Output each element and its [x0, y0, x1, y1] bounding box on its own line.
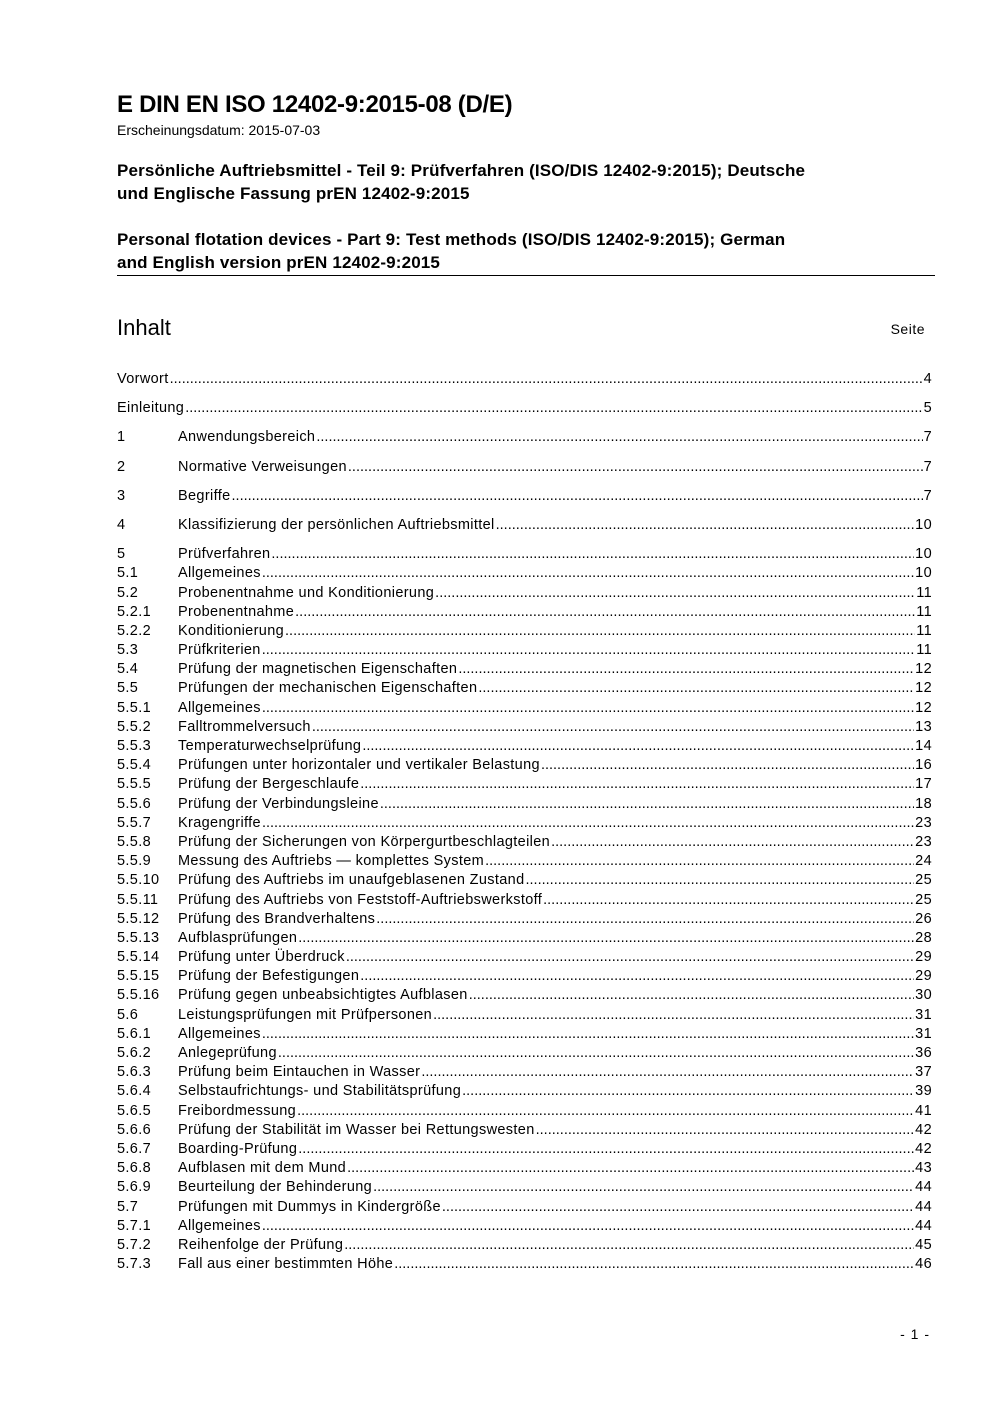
toc-entry-number: 5.2.1	[117, 603, 151, 620]
toc-entry-number: 5.1	[117, 565, 139, 582]
header-divider	[117, 275, 935, 276]
toc-entry-page: 13	[915, 718, 932, 735]
toc-entry-label: Probenentnahme	[178, 603, 295, 620]
toc-entry-label: Klassifizierung der persönlichen Auftriebsmittel	[178, 516, 495, 533]
toc-entry-label: Prüfung unter Überdruck	[178, 949, 345, 966]
toc-entry-number: 5.7.2	[117, 1236, 151, 1253]
title-english	[117, 228, 937, 274]
toc-entry-number: 5.7.1	[117, 1217, 151, 1234]
toc-entry[interactable]	[117, 679, 932, 698]
toc-entry-label: Prüfung der Befestigungen	[178, 968, 360, 985]
toc-entry-page: 18	[915, 795, 932, 812]
toc-entry-page: 42	[915, 1140, 932, 1157]
toc-dot-leader	[347, 1159, 914, 1178]
toc-dot-leader	[262, 1217, 914, 1236]
title-german	[117, 159, 937, 205]
toc-entry-page: 14	[915, 738, 932, 754]
toc-entry-label: Leistungsprüfungen mit Prüfpersonen	[178, 1006, 433, 1023]
toc-dot-leader	[543, 891, 914, 910]
toc-entry[interactable]	[117, 967, 932, 986]
toc-dot-leader	[360, 775, 914, 794]
toc-dot-leader	[262, 641, 916, 660]
toc-entry-page: 10	[915, 546, 932, 563]
toc-entry[interactable]	[117, 458, 932, 477]
toc-dot-leader	[348, 458, 923, 477]
toc-entry-page: 39	[915, 1083, 932, 1100]
toc-entry[interactable]	[117, 1198, 932, 1217]
toc-dot-leader	[433, 1006, 914, 1025]
toc-entry-page: 26	[915, 910, 932, 927]
title-english-line-2: and English version prEN 12402-9:2015	[117, 253, 441, 272]
toc-entry-label: Kragengriffe	[178, 814, 261, 831]
toc-entry-page: 29	[915, 968, 932, 985]
toc-dot-leader	[526, 871, 915, 890]
toc-entry-page: 29	[915, 949, 932, 966]
toc-dot-leader	[297, 1102, 914, 1121]
toc-entry[interactable]	[117, 399, 932, 418]
toc-dot-leader	[458, 660, 914, 679]
toc-entry[interactable]	[117, 718, 932, 737]
toc-entry-number: 5.6.6	[117, 1121, 151, 1138]
toc-entry-page: 43	[915, 1160, 932, 1177]
toc-entry[interactable]	[117, 871, 932, 890]
toc-dot-leader	[541, 756, 914, 775]
toc-entry[interactable]	[117, 545, 932, 564]
toc-dot-leader	[312, 718, 914, 737]
title-german-line-1: Persönliche Auftriebsmittel - Teil 9: Prüfverfahren (ISO/DIS 12402-9:2015); Deutsche	[117, 161, 806, 180]
toc-entry-number: 3	[117, 487, 126, 504]
toc-entry-number: 5.6.9	[117, 1179, 151, 1196]
toc-entry-label: Falltrommelversuch	[178, 718, 311, 735]
toc-entry-label: Vorwort	[117, 371, 169, 387]
toc-entry-number: 5.6.3	[117, 1064, 151, 1081]
toc-entry-page: 11	[916, 584, 932, 601]
toc-entry-number: 5.6.5	[117, 1102, 151, 1119]
toc-entry-label: Normative Verweisungen	[178, 458, 347, 475]
toc-entry-label: Selbstaufrichtungs- und Stabilitätsprüfung	[178, 1083, 462, 1100]
toc-entry-number: 5.5.4	[117, 757, 151, 774]
toc-entry-number: 5.5	[117, 680, 139, 697]
toc-dot-leader	[262, 814, 914, 833]
toc-entry-label: Allgemeines	[178, 565, 261, 582]
toc-entry-number: 5.5.3	[117, 738, 151, 754]
toc-entry-page: 41	[915, 1102, 932, 1119]
toc-entry-number: 5.5.14	[117, 949, 160, 966]
toc-dot-leader	[478, 679, 914, 698]
toc-entry[interactable]	[117, 1102, 932, 1121]
toc-entry-number: 5.5.15	[117, 968, 160, 985]
toc-entry-label: Prüfung der Verbindungsleine	[178, 795, 379, 812]
toc-entry-page: 10	[915, 516, 932, 533]
toc-entry-number: 1	[117, 429, 126, 446]
toc-entry-page: 23	[915, 833, 932, 850]
toc-entry[interactable]	[117, 1063, 932, 1082]
toc-entry-page: 11	[916, 622, 932, 639]
toc-entry-page: 25	[915, 891, 932, 908]
toc-entry[interactable]	[117, 1178, 932, 1197]
title-english-line-1: Personal flotation devices - Part 9: Test methods (ISO/DIS 12402-9:2015); German	[117, 230, 786, 249]
toc-entry[interactable]	[117, 948, 932, 967]
toc-entry-page: 25	[915, 872, 932, 889]
toc-dot-leader	[362, 737, 914, 756]
toc-entry-page: 12	[915, 699, 932, 716]
toc-entry-label: Boarding-Prüfung	[178, 1140, 298, 1157]
toc-entry-label: Aufblasprüfungen	[178, 929, 298, 946]
toc-entry[interactable]	[117, 1140, 932, 1159]
toc-entry-label: Prüfkriterien	[178, 642, 261, 659]
toc-dot-leader	[536, 1121, 915, 1140]
toc-entry-label: Freibordmessung	[178, 1102, 297, 1119]
toc-entry[interactable]	[117, 1236, 932, 1255]
toc-dot-leader	[469, 986, 914, 1005]
toc-entry-page: 24	[915, 853, 932, 870]
toc-entry-label: Konditionierung	[178, 622, 285, 639]
toc-dot-leader	[344, 1236, 914, 1255]
toc-entry-number: 5.6	[117, 1006, 139, 1023]
toc-heading: Inhalt	[117, 315, 171, 340]
toc-entry-label: Aufblasen mit dem Mund	[178, 1160, 347, 1177]
toc-dot-leader	[421, 1063, 914, 1082]
toc-entry-page: 44	[915, 1217, 932, 1234]
toc-entry-page: 44	[915, 1198, 932, 1215]
toc-entry-label: Anlegeprüfung	[178, 1045, 277, 1061]
document-id: E DIN EN ISO 12402-9:2015-08 (D/E)	[117, 91, 513, 118]
toc-entry-page: 12	[915, 661, 932, 678]
toc-entry-label: Einleitung	[117, 400, 185, 417]
toc-entry-number: 5.2	[117, 584, 139, 601]
toc-entry-page: 31	[915, 1025, 932, 1042]
toc-entry-label: Anwendungsbereich	[178, 429, 316, 446]
toc-entry-label: Prüfung des Auftriebs von Feststoff-Auftriebswerkstoff	[178, 891, 543, 908]
toc-entry-label: Prüfungen unter horizontaler und vertikaler Belastung	[178, 757, 540, 774]
toc-dot-leader	[380, 795, 914, 814]
toc-entry-number: 5.5.8	[117, 833, 151, 850]
toc-entry[interactable]	[117, 891, 932, 910]
toc-entry[interactable]	[117, 852, 932, 871]
toc-entry[interactable]	[117, 986, 932, 1005]
toc-entry-number: 5.6.4	[117, 1083, 151, 1100]
title-german-line-2: und Englische Fassung prEN 12402-9:2015	[117, 184, 470, 203]
toc-entry-number: 4	[117, 516, 126, 533]
toc-entry[interactable]	[117, 737, 932, 756]
toc-dot-leader	[316, 428, 922, 447]
toc-entry[interactable]	[117, 487, 932, 506]
toc-entry-label: Reihenfolge der Prüfung	[178, 1236, 344, 1253]
toc-entry[interactable]	[117, 1121, 932, 1140]
toc-entry[interactable]	[117, 641, 932, 660]
toc-entry-label: Probenentnahme und Konditionierung	[178, 584, 435, 601]
toc-dot-leader	[170, 370, 923, 389]
toc-entry-number: 5.5.13	[117, 929, 160, 946]
toc-entry-number: 5.5.9	[117, 853, 151, 870]
toc-entry-page: 46	[915, 1256, 932, 1273]
toc-entry-label: Beurteilung der Behinderung	[178, 1179, 373, 1196]
toc-entry-page: 11	[916, 642, 932, 659]
toc-dot-leader	[262, 1025, 914, 1044]
toc-entry-number: 5.6.8	[117, 1160, 151, 1177]
toc-dot-leader	[262, 699, 914, 718]
toc-entry-number: 5.5.12	[117, 910, 160, 927]
toc-entry-label: Messung des Auftriebs — komplettes System	[178, 853, 485, 870]
toc-entry[interactable]	[117, 775, 932, 794]
toc-dot-leader	[462, 1082, 914, 1101]
toc-entry-label: Prüfung beim Eintauchen in Wasser	[178, 1064, 421, 1081]
toc-entry-page: 7	[923, 487, 932, 504]
toc-entry-label: Prüfungen der mechanischen Eigenschaften	[178, 680, 478, 697]
toc-entry-page: 5	[923, 400, 932, 417]
toc-entry[interactable]	[117, 756, 932, 775]
toc-entry-number: 5.6.7	[117, 1140, 151, 1157]
toc-entry[interactable]	[117, 660, 932, 679]
toc-dot-leader	[360, 967, 914, 986]
toc-entry-label: Prüfung der magnetischen Eigenschaften	[178, 661, 458, 678]
toc-entry-number: 5.4	[117, 661, 139, 678]
page-number: - 1 -	[900, 1326, 930, 1342]
toc-entry[interactable]	[117, 699, 932, 718]
toc-dot-leader	[271, 545, 914, 564]
toc-entry-page: 17	[915, 776, 932, 793]
toc-entry[interactable]	[117, 814, 932, 833]
toc-dot-leader	[262, 564, 914, 583]
toc-entry[interactable]	[117, 1025, 932, 1044]
toc-entry-label: Prüfung des Auftriebs im unaufgeblasenen Zustand	[178, 872, 525, 889]
toc-entry[interactable]	[117, 564, 932, 583]
toc-dot-leader	[298, 929, 914, 948]
toc-entry-number: 5.5.5	[117, 776, 151, 793]
toc-entry-label: Prüfung der Stabilität im Wasser bei Rettungswesten	[178, 1121, 535, 1138]
toc-entry-number: 5.3	[117, 642, 139, 659]
toc-entry-number: 5.5.16	[117, 987, 160, 1004]
toc-dot-leader	[551, 833, 914, 852]
toc-dot-leader	[298, 1140, 914, 1159]
toc-entry[interactable]	[117, 910, 932, 929]
toc-entry-label: Allgemeines	[178, 1217, 261, 1234]
toc-dot-leader	[232, 487, 923, 506]
toc-entry[interactable]	[117, 516, 932, 535]
toc-entry-page: 37	[915, 1064, 932, 1081]
toc-entry[interactable]	[117, 1006, 932, 1025]
toc-entry-page: 44	[915, 1179, 932, 1196]
toc-entry-number: 5.5.1	[117, 699, 151, 716]
toc-entry-label: Prüfung der Bergeschlaufe	[178, 776, 360, 793]
toc-entry-page: 11	[916, 603, 932, 620]
toc-entry-number: 5.5.11	[117, 891, 159, 908]
toc-entry-page: 10	[915, 565, 932, 582]
toc-entry[interactable]	[117, 370, 932, 389]
toc-dot-leader	[278, 1044, 914, 1063]
toc-entry[interactable]	[117, 1255, 932, 1274]
table-of-contents	[117, 370, 932, 1274]
toc-entry-label: Begriffe	[178, 487, 231, 504]
toc-entry-number: 5	[117, 546, 126, 563]
toc-entry-page: 23	[915, 814, 932, 831]
toc-entry[interactable]	[117, 584, 932, 603]
toc-entry-page: 45	[915, 1236, 932, 1253]
toc-entry[interactable]	[117, 929, 932, 948]
toc-entry-label: Prüfungen mit Dummys in Kindergröße	[178, 1198, 441, 1215]
toc-entry-page: 31	[915, 1006, 932, 1023]
toc-entry-number: 5.5.7	[117, 814, 151, 831]
toc-entry[interactable]	[117, 1159, 932, 1178]
toc-entry-label: Allgemeines	[178, 1025, 261, 1042]
toc-dot-leader	[376, 910, 914, 929]
toc-entry-page: 4	[923, 371, 932, 387]
toc-entry-number: 2	[117, 458, 126, 475]
toc-entry[interactable]	[117, 795, 932, 814]
toc-entry-page: 30	[915, 987, 932, 1004]
toc-entry[interactable]	[117, 622, 932, 641]
toc-entry-label: Prüfverfahren	[178, 546, 271, 563]
toc-entry-number: 5.5.10	[117, 872, 160, 889]
toc-entry[interactable]	[117, 833, 932, 852]
toc-entry-label: Prüfung gegen unbeabsichtigtes Aufblasen	[178, 987, 468, 1004]
toc-entry-page: 7	[923, 429, 932, 446]
toc-entry-number: 5.6.2	[117, 1045, 151, 1061]
toc-dot-leader	[185, 399, 922, 418]
toc-dot-leader	[394, 1255, 914, 1274]
toc-entry-page: 42	[915, 1121, 932, 1138]
toc-entry-label: Allgemeines	[178, 699, 261, 716]
toc-entry-page: 7	[923, 458, 932, 475]
toc-entry-number: 5.7	[117, 1198, 139, 1215]
toc-dot-leader	[295, 603, 915, 622]
toc-page-label: Seite	[890, 321, 925, 337]
toc-entry[interactable]	[117, 1082, 932, 1101]
toc-entry-page: 12	[915, 680, 932, 697]
publication-date: Erscheinungsdatum: 2015-07-03	[117, 122, 321, 138]
toc-entry-page: 16	[915, 757, 932, 774]
toc-entry-number: 5.5.6	[117, 795, 151, 812]
toc-entry-label: Prüfung der Sicherungen von Körpergurtbeschlagteilen	[178, 833, 551, 850]
toc-entry-page: 28	[915, 929, 932, 946]
toc-entry-number: 5.6.1	[117, 1025, 151, 1042]
toc-entry-number: 5.2.2	[117, 622, 151, 639]
toc-entry-number: 5.7.3	[117, 1256, 151, 1273]
toc-dot-leader	[373, 1178, 914, 1197]
toc-entry-label: Prüfung des Brandverhaltens	[178, 910, 376, 927]
toc-entry[interactable]	[117, 428, 932, 447]
toc-dot-leader	[496, 516, 915, 535]
toc-dot-leader	[346, 948, 914, 967]
toc-entry-label: Fall aus einer bestimmten Höhe	[178, 1256, 394, 1273]
toc-entry-page: 36	[915, 1045, 932, 1061]
toc-dot-leader	[442, 1198, 914, 1217]
toc-entry[interactable]	[117, 603, 932, 622]
toc-entry-label: Temperaturwechselprüfung	[178, 738, 362, 754]
toc-entry[interactable]	[117, 1217, 932, 1236]
toc-dot-leader	[285, 622, 915, 641]
toc-dot-leader	[485, 852, 914, 871]
toc-entry[interactable]	[117, 1044, 932, 1063]
toc-dot-leader	[435, 584, 915, 603]
toc-entry-number: 5.5.2	[117, 718, 151, 735]
